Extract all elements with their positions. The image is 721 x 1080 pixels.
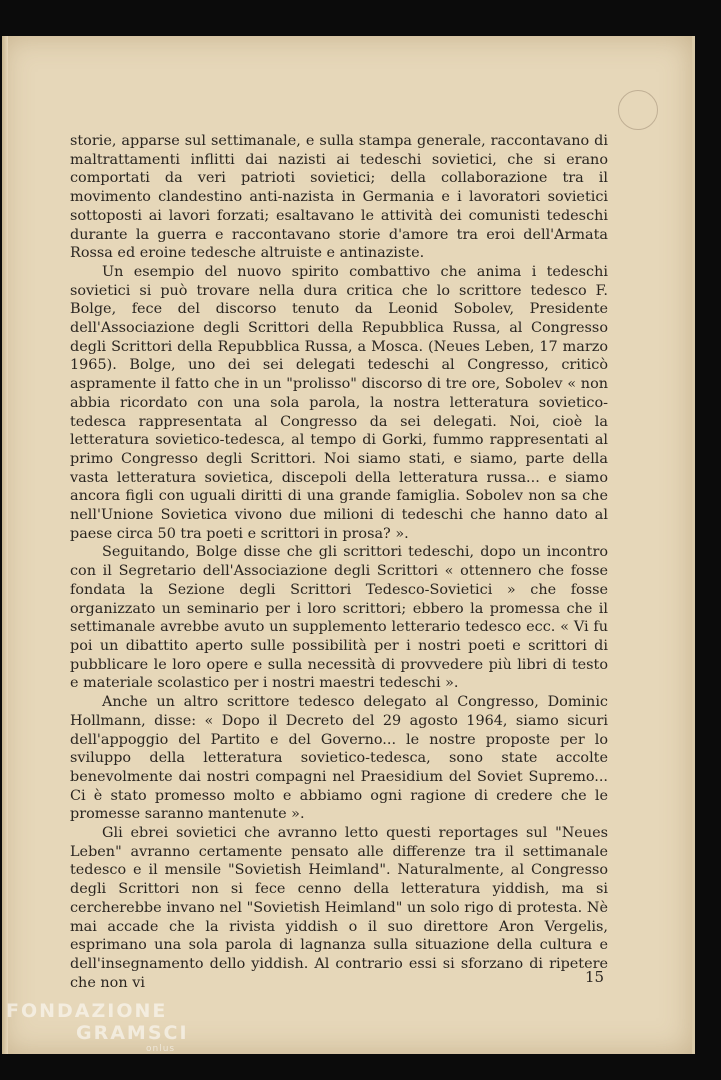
paragraph-2: Un esempio del nuovo spirito combattivo che anima i tedeschi sovietici si può trovare nella dura critica che lo scrittore tedesco F. Bolge, fece del discorso tenuto da Leonid Sobolev, Presidente dell'Associazione degli Scrittori della Repubblica Russa, al Congresso degli Scrittori della Repubblica Russa, a Mosca. (Neues Leben, 17 marzo 1965). Bolge, uno dei sei delegati tedeschi al Congresso, criticò aspramente il fatto che in un "prolisso" discorso di tre ore, Sobolev « non abbia ricordato con una sola parola, la nostra letteratura sovietico-tedesca rappresentata al Congresso da sei delegati. Noi, cioè la letteratura sovietico-tedesca, al tempo di Gorki, fummo rappresentati al primo Congresso degli Scrittori. Noi siamo stati, e siamo, parte della vasta letteratura sovietica, discepoli della letteratura russa... e siamo ancora figli con uguali diritti di una grande famiglia. Sobolev non sa che nell'Unione Sovietica vivono due milioni di tedeschi che hanno dato al paese circa 50 tra poeti e scrittori in prosa? ». — [70, 263, 608, 542]
page-number: 15 — [585, 968, 605, 986]
paragraph-5: Gli ebrei sovietici che avranno letto questi reportages sul "Neues Leben" avranno certamente pensato alle differenze tra il settimanale tedesco e il mensile "Sovietish Heimland". Naturalmente, al Congresso degli Scrittori non si fece cenno della letteratura yiddish, ma si cercherebbe invano nel "Sovietish Heimland" un solo rigo di protesta. Nè mai accade che la rivista yiddish o il suo direttore Aron Vergelis, esprimano una sola parola di lagnanza sulla situazione della cultura e dell'insegnamento dello yiddish. Al contrario essi si sforzano di ripetere che non vi — [70, 825, 608, 991]
fondazione-gramsci-watermark — [6, 1000, 189, 1054]
watermark-line-1: FONDAZIONE — [6, 1000, 168, 1022]
paragraph-4: Anche un altro scrittore tedesco delegato al Congresso, Dominic Hollmann, disse: « Dopo il Decreto del 29 agosto 1964, siamo sicuri dell'appoggio del Partito e del Governo... le nostre proposte per lo sviluppo della letteratura sovietico-tedesca, sono state accolte benevolmente dai nostri compagni nel Praesidium del Soviet Supremo... Ci è stato promesso molto e abbiamo ogni ragione di credere che le promesse saranno mantenute ». — [70, 694, 608, 823]
book-page — [2, 36, 695, 1054]
paragraph-1: storie, apparse sul settimanale, e sulla stampa generale, raccontavano di maltrattamenti inflitti dai nazisti ai tedeschi sovietici, che si erano comportati da veri patrioti sovietici; della collaborazione tra il movimento clandestino anti-nazista in Germania e i lavoratori sovietici sottoposti ai lavori forzati; esaltavano le attività dei comunisti tedeschi durante la guerra e raccontavano storie d'amore tra eroi dell'Armata Rossa ed eroine tedesche altruiste e antinaziste. — [70, 133, 608, 262]
watermark-line-3: onlus — [146, 1044, 176, 1054]
paragraph-3: Seguitando, Bolge disse che gli scrittori tedeschi, dopo un incontro con il Segretario dell'Associazione degli Scrittori « ottennero che fosse fondata la Sezione degli Scrittori Tedesco-Sovietici » che fosse organizzato un seminario per i loro scrittori; ebbero la promessa che il settimanale avrebbe avuto un supplemento letterario tedesco ecc. « Vi fu poi un dibattito aperto sulle possibilità per i nostri poeti e scrittori di pubblicare le loro opere e sulla necessità di provvedere più libri di testo e materiale scolastico per i nostri maestri tedeschi ». — [70, 544, 608, 692]
library-stamp — [618, 90, 658, 130]
watermark-line-2: GRAMSCI — [76, 1022, 189, 1044]
page-fold-shadow — [2, 36, 8, 1054]
body-text — [70, 132, 608, 992]
